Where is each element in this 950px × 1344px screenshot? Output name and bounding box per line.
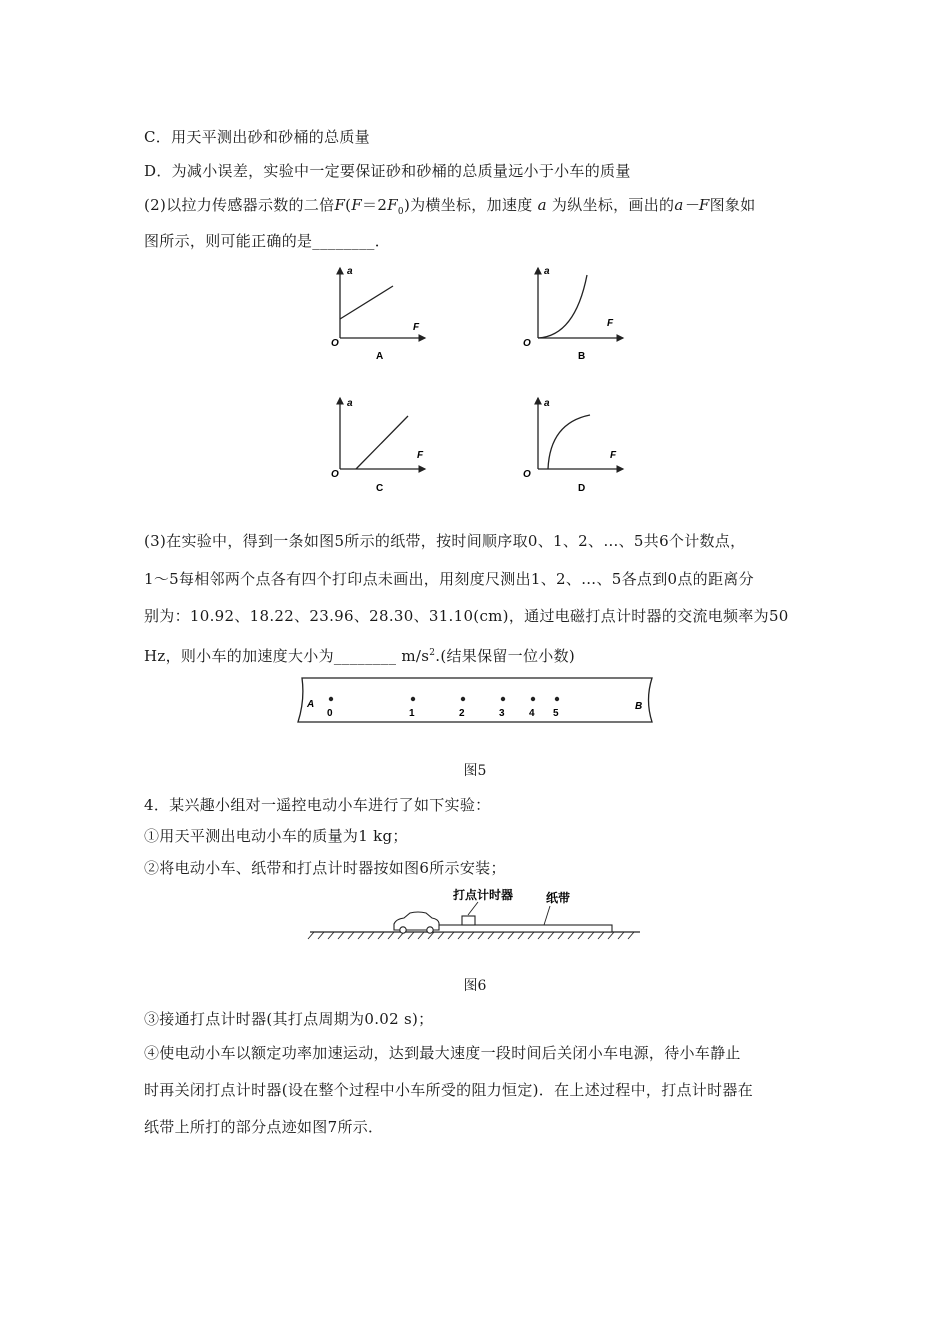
tape-end-b: B — [635, 701, 643, 712]
paper-tape-figure — [290, 672, 662, 728]
question-4-step2: ②将电动小车、纸带和打点计时器按如图6所示安装； — [144, 859, 506, 877]
setup-figure — [306, 884, 644, 944]
question-4-step4-line3: 纸带上所打的部分点迹如图7所示． — [144, 1118, 384, 1136]
graph-b-y-label: a — [544, 266, 550, 277]
question-4-step3: ③接通打点计时器(其打点周期为0.02 s)； — [144, 1010, 434, 1028]
graph-c-y-label: a — [347, 398, 353, 409]
question-2-line2: 图所示，则可能正确的是________． — [144, 232, 391, 250]
graph-c-option: C — [376, 483, 384, 494]
graph-b-x-label: F — [607, 318, 614, 329]
graph-b-origin: O — [523, 338, 531, 349]
graph-c — [331, 398, 425, 494]
graph-b — [523, 266, 623, 362]
graph-a — [331, 266, 425, 362]
graph-a-x-label: F — [413, 322, 420, 333]
tape-end-a: A — [307, 699, 315, 710]
graph-d-y-label: a — [544, 398, 550, 409]
graph-a-option: A — [376, 351, 384, 362]
graph-a-origin: O — [331, 338, 339, 349]
question-3-line3: 别为：10.92、18.22、23.96、28.30、31.10(cm)，通过电磁打点计时器的交流电频率为50 — [144, 607, 789, 625]
question-4-step4-line2: 时再关闭打点计时器(设在整个过程中小车所受的阻力恒定)．在上述过程中，打点计时器在 — [144, 1081, 754, 1099]
question-3-line4: Hz，则小车的加速度大小为________ $m/s^2$.(结果保留一位小数) — [144, 647, 576, 665]
graph-b-option: B — [578, 351, 586, 362]
question-3-line2: 1～5每相邻两个点各有四个打印点未画出，用刻度尺测出1、2、…、5各点到0点的距离分 — [144, 570, 754, 588]
timer-label: 打点计时器 — [453, 888, 514, 902]
graph-d-origin: O — [523, 469, 531, 480]
question-4-title: 4．某兴趣小组对一遥控电动小车进行了如下实验： — [144, 796, 491, 814]
option-d-text: D．为减小误差，实验中一定要保证砂和砂桶的总质量远小于小车的质量 — [144, 162, 631, 180]
graph-a-y-label: a — [347, 266, 353, 277]
figure-5-caption: 图5 — [463, 763, 487, 779]
figure-6-caption: 图6 — [463, 978, 487, 994]
option-c-text: C．用天平测出砂和砂桶的总质量 — [144, 128, 370, 146]
graph-d-option: D — [578, 483, 586, 494]
tape-point-label: 1 — [409, 708, 415, 719]
tape-point-label: 2 — [459, 708, 465, 719]
af-graphs-figure — [300, 258, 640, 498]
timer-block — [462, 916, 475, 925]
question-2-line1: (2)以拉力传感器示数的二倍$F(F=2F_0)$为横坐标，加速度 a 为纵坐标，画出的a－F图象如 — [144, 196, 756, 217]
tape-label: 纸带 — [546, 891, 571, 905]
graph-c-x-label: F — [417, 450, 424, 461]
graph-d-x-label: F — [610, 450, 617, 461]
tape-point-label: 3 — [499, 708, 505, 719]
graph-c-origin: O — [331, 469, 339, 480]
car-icon — [394, 912, 439, 933]
question-3-line1: (3)在实验中，得到一条如图5所示的纸带，按时间顺序取0、1、2、…、5共6个计数点， — [144, 532, 746, 550]
graph-d — [523, 398, 623, 494]
tape-point-label: 0 — [327, 708, 333, 719]
tape-point-label: 5 — [553, 708, 559, 719]
question-4-step4-line1: ④使电动小车以额定功率加速运动，达到最大速度一段时间后关闭小车电源，待小车静止 — [144, 1044, 741, 1062]
tape-point-label: 4 — [529, 708, 535, 719]
question-4-step1: ①用天平测出电动小车的质量为1 kg； — [144, 827, 408, 845]
